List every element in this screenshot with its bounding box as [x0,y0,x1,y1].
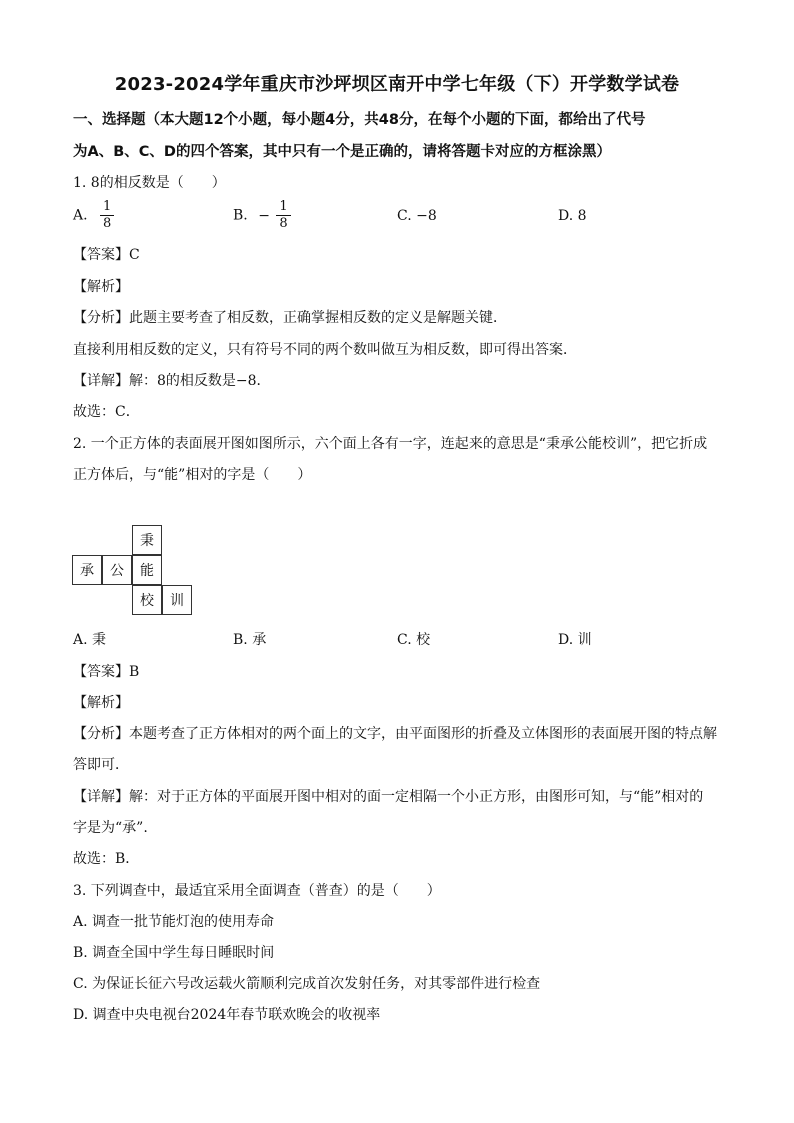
q1-option-c: C. −8 [397,208,437,224]
q2-option-d: D. 训 [558,632,592,648]
q1-option-b-fraction [276,199,290,232]
q3-option-b: B. 调查全国中学生每日睡眠时间 [73,945,275,961]
exam-title: 2023-2024学年重庆市沙坪坝区南开中学七年级（下）开学数学试卷 [114,74,680,95]
q2-option-b: B. 承 [233,632,267,648]
q2-analysis-line-2: 答即可． [73,757,129,773]
q1-analysis-2: 直接利用相反数的定义，只有符号不同的两个数叫做互为相反数，即可得出答案． [73,342,577,358]
q1-option-d: D. 8 [558,208,587,224]
q1-conclusion: 故选：C． [73,404,140,420]
q1-option-a-fraction [100,199,114,232]
q2-detail-line-2: 字是为“承”. [73,820,148,836]
net-face-center: 能 [132,555,162,585]
q3-option-c: C. 为保证长征六号改运载火箭顺利完成首次发射任务，对其零部件进行检查 [73,976,541,992]
q1-option-b-denominator: 8 [279,216,288,231]
q1-option-a [73,199,114,232]
net-face-bottom-right: 训 [162,585,192,615]
q2-option-a: A. 秉 [73,632,107,648]
q3-option-a: A. 调查一批节能灯泡的使用寿命 [73,914,275,930]
q1-option-b-numerator: 1 [276,199,290,216]
q1-answer: 【答案】C [73,247,140,263]
q2-answer: 【答案】B [73,664,140,680]
q2-stem-line-1: 2. 一个正方体的表面展开图如图所示，六个面上各有一字，连起来的意思是“秉承公能校训”，把它折成 [73,436,708,452]
q2-analysis-heading: 【解析】 [73,695,129,711]
q1-option-a-denominator: 8 [103,216,112,231]
net-face-top: 秉 [132,525,162,555]
q3-option-d: D. 调查中央电视台2024年春节联欢晚会的收视率 [73,1007,381,1023]
q1-option-b-label: B. [233,207,248,224]
net-face-bottom: 校 [132,585,162,615]
q1-option-a-numerator: 1 [100,199,114,216]
q1-option-b [233,199,291,232]
q1-option-b-sign: − [258,207,270,224]
net-face-left-1: 承 [72,555,102,585]
q1-option-a-label: A. [73,207,88,224]
section-header-line-1: 一、选择题（本大题12个小题，每小题4分，共48分，在每个小题的下面，都给出了代号 [73,112,646,128]
q3-stem: 3. 下列调查中，最适宜采用全面调查（普查）的是（ ） [73,883,441,899]
q1-analysis-heading: 【解析】 [73,279,129,295]
net-face-left-2: 公 [102,555,132,585]
q2-option-c: C. 校 [397,632,431,648]
q2-stem-line-2: 正方体后，与“能”相对的字是（ ） [73,467,312,483]
q2-detail-line-1: 【详解】解：对于正方体的平面展开图中相对的面一定相隔一个小正方形，由图形可知，与“能”相对的 [73,789,704,805]
q1-stem: 1. 8的相反数是（ ） [73,175,226,191]
section-header-line-2: 为A、B、C、D的四个答案，其中只有一个是正确的，请将答题卡对应的方框涂黑） [73,144,611,160]
q2-analysis-line-1: 【分析】本题考查了正方体相对的两个面上的文字，由平面图形的折叠及立体图形的表面展开图的特点解 [73,726,717,742]
q1-analysis: 【分析】此题主要考查了相反数，正确掌握相反数的定义是解题关键． [73,310,507,326]
q1-detail: 【详解】解：8的相反数是−8． [73,373,271,389]
q2-conclusion: 故选：B． [73,851,140,867]
